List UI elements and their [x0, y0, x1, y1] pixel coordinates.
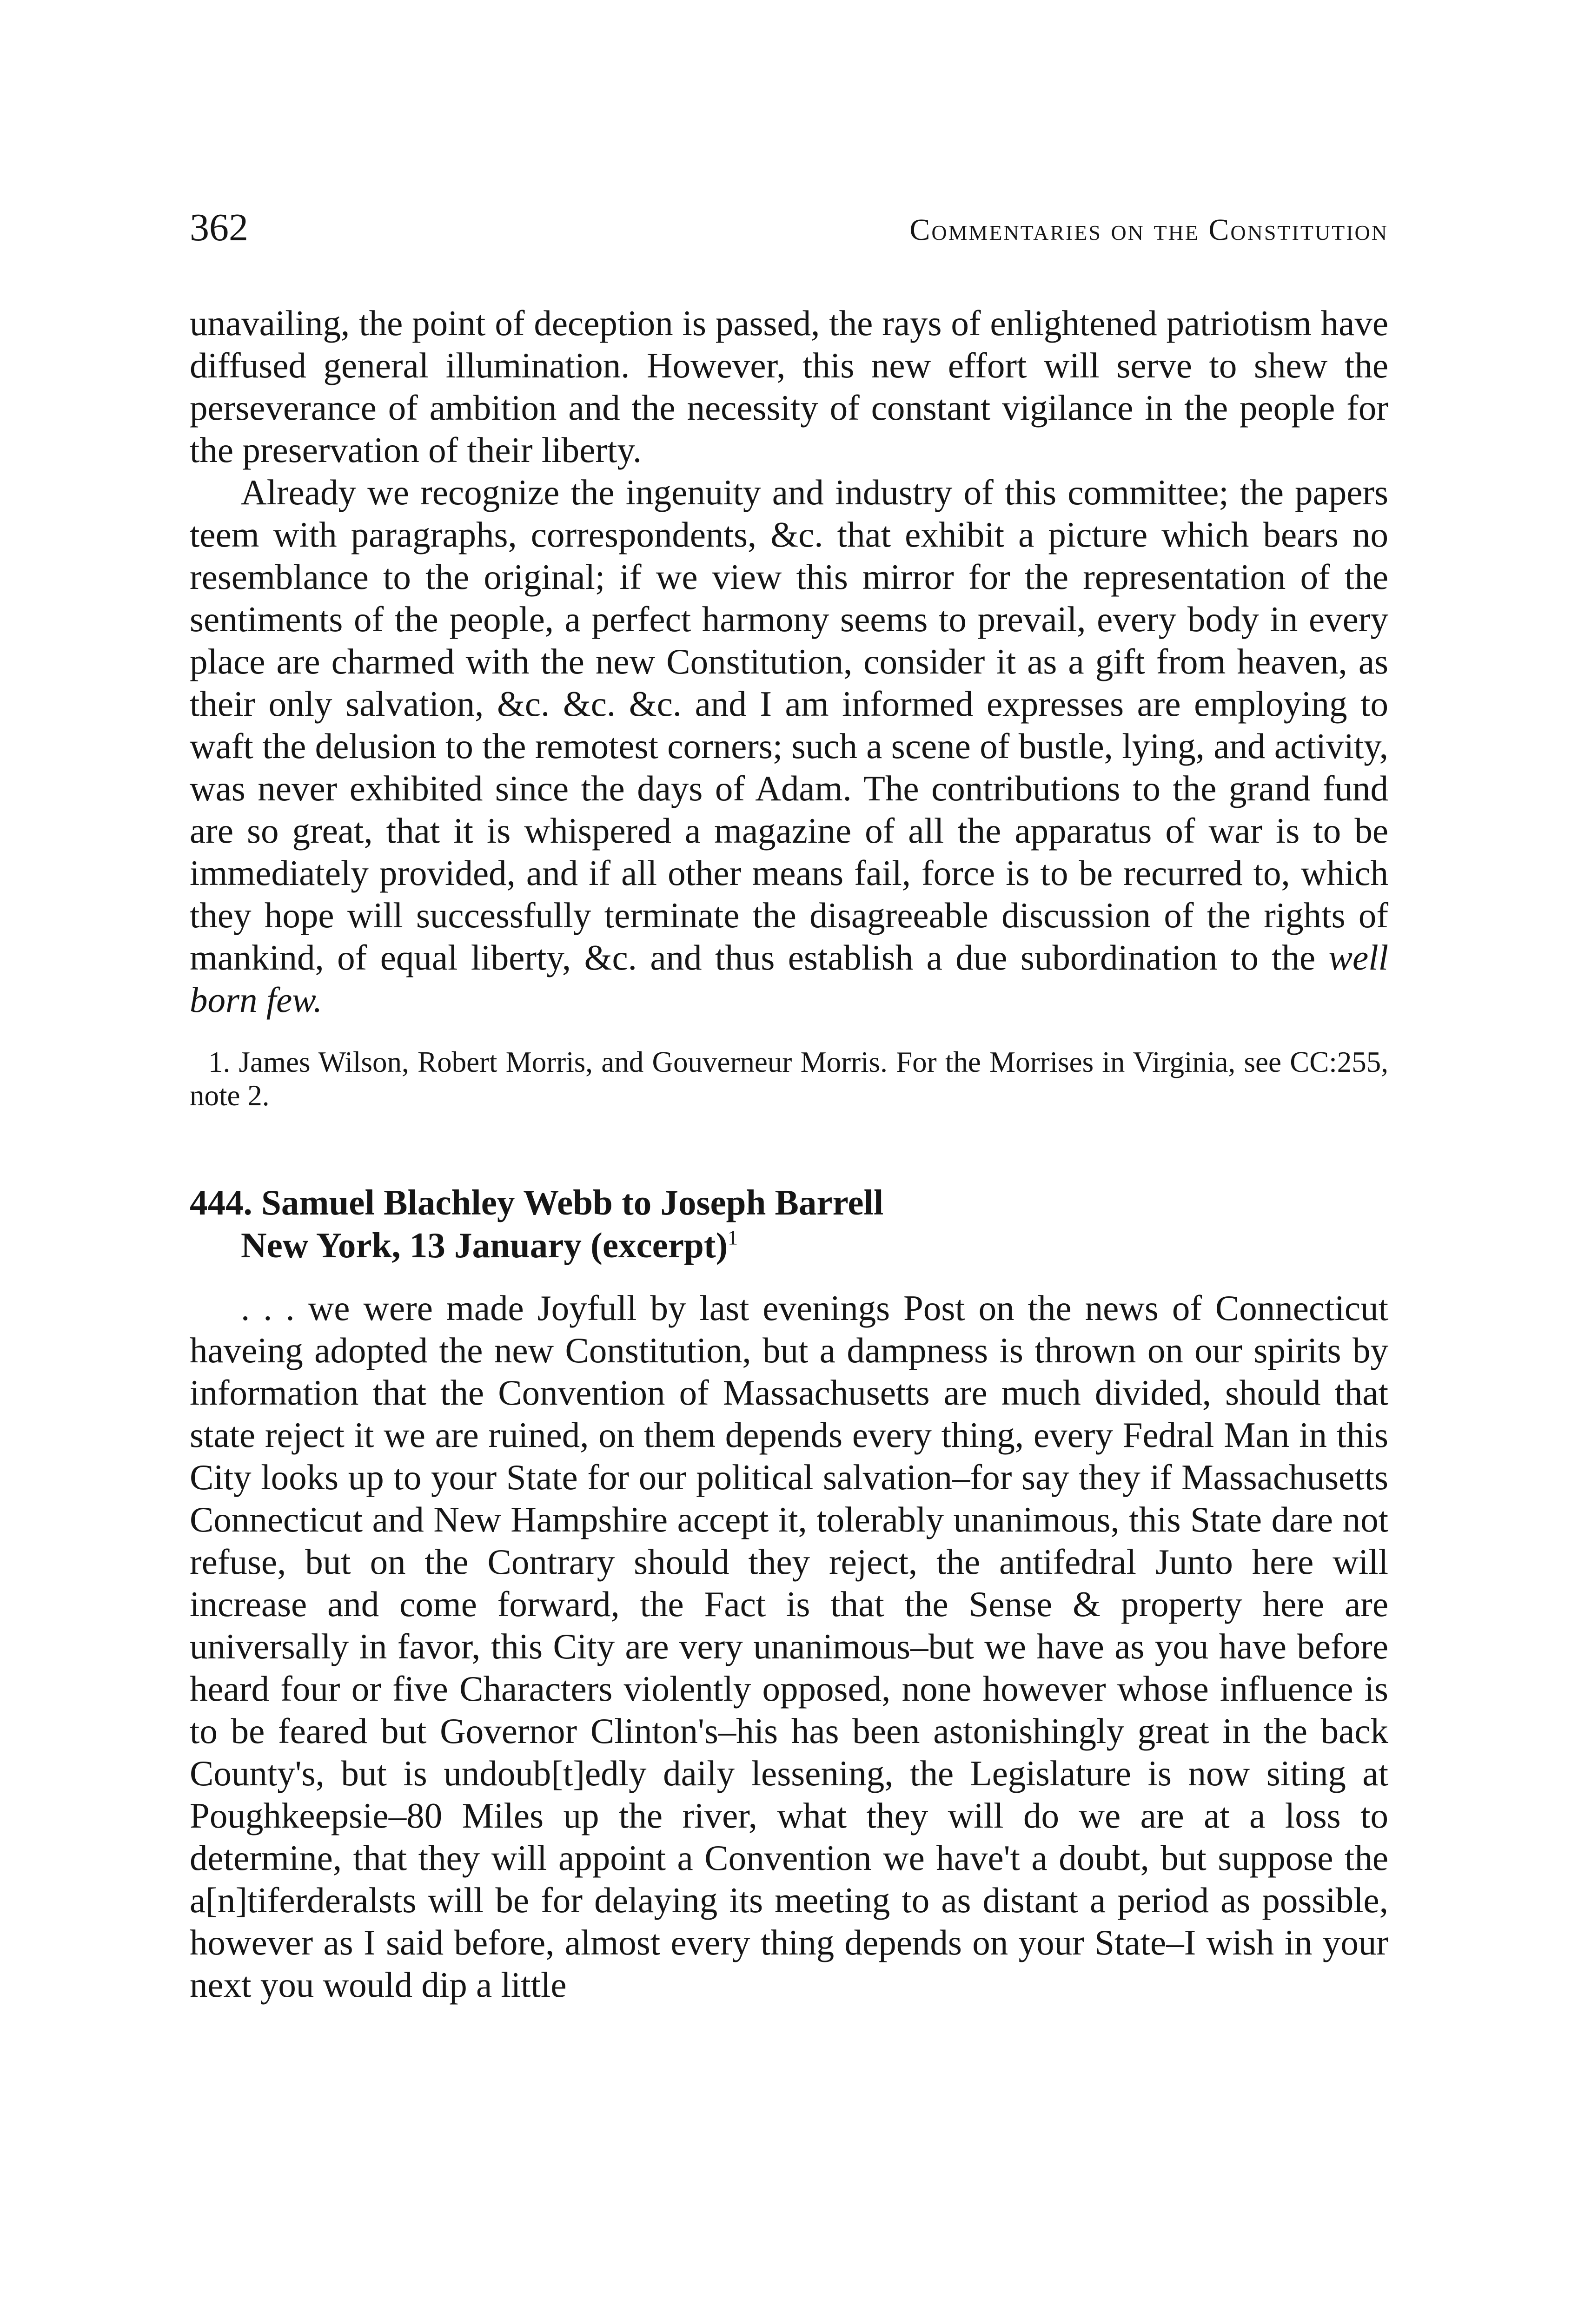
paragraph-continued [190, 302, 1388, 471]
document-444-heading [190, 1181, 1388, 1267]
page-number: 362 [190, 206, 248, 249]
document-444-letter [190, 1287, 1388, 2006]
well-born-few-italic: well born few. [190, 938, 1388, 1020]
document-444-dateline [190, 1224, 1388, 1267]
paragraph-1-text: unavailing, the point of deception is passed, the rays of enlightened patriotism have diffused general illumination. However, this new effort will serve to shew the perseverance of ambition and the necessity of constant vigilance in the people for the preservation of their liberty. [190, 303, 1388, 470]
paragraph-2-text: Already we recognize the ingenuity and industry of this committee; the papers teem with paragraphs, correspondents, &c. that exhibit a picture which bears no resemblance to the original; if we view this mirror for the representation of the sentiments of the people, a perfect harmony seems to prevail, every body in every place are charmed with the new Constitution, consider it as a gift from heaven, as their only salvation, &c. &c. &c. and I am informed expresses are employing to waft the delusion to the remotest corners; such a scene of bustle, lying, and activity, was never exhibited since the days of Adam. The contributions to the grand fund are so great, that it is whispered a magazine of all the apparatus of war is to be immediately provided, and if all other means fail, force is to be recurred to, which they hope will successfully terminate the disagreeable discussion of the rights of mankind, of equal liberty, &c. and thus establish a due subordination to the [190, 472, 1388, 977]
document-444-title: 444. Samuel Blachley Webb to Joseph Barrell [190, 1182, 884, 1222]
continued-text [190, 302, 1388, 1021]
footnote-marker: 1 [728, 1226, 738, 1249]
footnote-1: 1. James Wilson, Robert Morris, and Gouverneur Morris. For the Morrises in Virginia, see CC:255, note 2. [190, 1046, 1388, 1112]
book-page [190, 191, 1388, 2006]
letter-paragraph: . . . we were made Joyfull by last evenings Post on the news of Connecticut haveing adopted the new Constitution, but a dampness is thrown on our spirits by information that the Convention of Massachusetts are much divided, should that state reject it we are ruined, on them depends every thing, every Fedral Man in this City looks up to your State for our political salvation–for say they if Massachusetts Connecticut and New Hampshire accept it, tolerably unanimous, this State dare not refuse, but on the Contrary should they reject, the antifedral Junto here will increase and come forward, the Fact is that the Sense & property here are universally in favor, this City are very unanimous–but we have as you have before heard four or five Characters violently opposed, none however whose influence is to be feared but Governor Clinton's–his has been astonishingly great in the back County's, but is undoub[t]edly daily lessening, the Legislature is now siting at Poughkeepsie–80 Miles up the river, what they will do we are at a loss to determine, that they will appoint a Convention we have't a doubt, but suppose the a[n]tiferderalsts will be for delaying its meeting to as distant a period as possible, however as I said before, almost every thing depends on your State–I wish in your next you would dip a little [190, 1288, 1388, 2005]
running-head [190, 191, 1388, 249]
paragraph-committee [190, 471, 1388, 1021]
running-title: Commentaries on the Constitution [909, 213, 1388, 247]
document-444-date: New York, 13 January (excerpt) [241, 1225, 728, 1265]
